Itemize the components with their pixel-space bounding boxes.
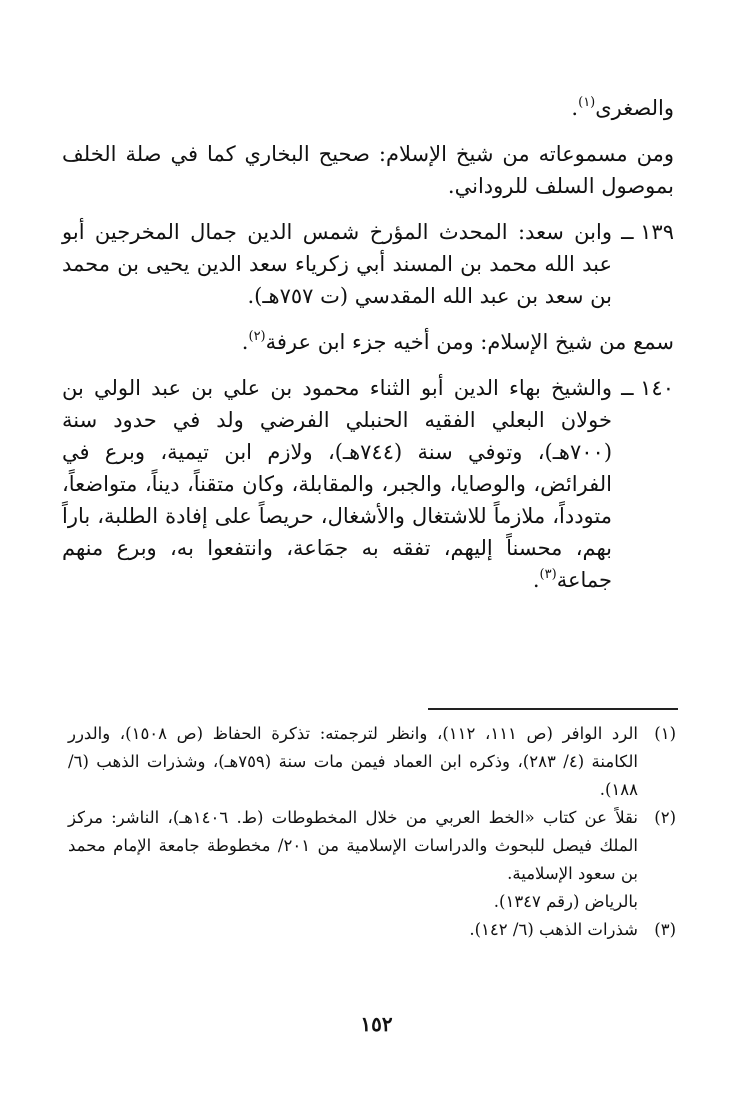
page-number: ١٥٢ [360, 1012, 393, 1036]
footnote-divider [428, 708, 678, 710]
footnote-2 [68, 804, 676, 916]
footnote-text: شذرات الذهب (٦/ ١٤٢). [469, 920, 638, 939]
entry-body: والشيخ بهاء الدين أبو الثناء محمود بن علي بن عبد الولي بن خولان البعلي الفقيه الحنبلي الفرضي ولد في حدود سنة (٧٠٠هـ)، وتوفي سنة (٧٤٤هـ)، ولازم ابن تيمية، وبرع في الفرائض، والوصايا، والجبر، والمقابلة، وكان متقناً، ديناً، متواضعاً، متودداً، ملازماً للاشتغال والأشغال، حريصاً على إفادة الطلبة، باراً بهم، محسناً إليهم، تفقه به جمَاعة، وانتفعوا به، وبرع منهم جماعة [62, 376, 613, 592]
footnote-number: (١) [654, 724, 676, 743]
entry-number: ١٣٩ ــ [621, 220, 674, 244]
paragraph-continuation: والصغرى$^{(١)}$. [571, 95, 674, 120]
paragraph-text: سمع من شيخ الإسلام: ومن أخيه جزء ابن عرفة [265, 330, 674, 354]
paragraph-sources: ومن مسموعاته من شيخ الإسلام: صحيح البخاري كما في صلة الخلف بموصول السلف للروداني. [62, 142, 674, 198]
footnotes [68, 720, 676, 944]
footnote-ref: (١) [578, 95, 596, 110]
footnote-ref: (٢) [248, 329, 266, 344]
entry-number: ١٤٠ ــ [621, 376, 674, 400]
footnote-text: الرد الوافر (ص ١١١، ١١٢)، وانظر لترجمته: تذكرة الحفاظ (ص ١٥٠٨)، والدرر الكامنة (٤/ ٢٨٣)، وذكره ابن العماد فيمن مات سنة (٧٥٩هـ)، وشذرات الذهب (٦/ ١٨٨). [68, 724, 638, 799]
footnote-ref: (٣) [539, 567, 557, 582]
paragraph-text: والصغرى [595, 96, 674, 120]
entry-139 [62, 216, 674, 312]
footnote-3 [68, 916, 676, 944]
entry-text: وابن سعد: المحدث المؤرخ شمس الدين جمال المخرجين أبو عبد الله محمد بن المسند أبي زكرياء سعد الدين يحيى بن محمد بن سعد بن عبد الله المقدسي (ت ٧٥٧هـ). [62, 220, 612, 308]
main-text [62, 92, 674, 610]
footnote-number: (٣) [654, 920, 676, 939]
entry-140 [62, 372, 674, 596]
paragraph-heard: سمع من شيخ الإسلام: ومن أخيه جزء ابن عرفة$^{(٢)}$. [241, 329, 674, 354]
footnote-1 [68, 720, 676, 804]
entry-text: والشيخ بهاء الدين أبو الثناء محمود بن علي بن عبد الولي بن خولان البعلي الفقيه الحنبلي الفرضي ولد في حدود سنة (٧٠٠هـ)، وتوفي سنة (٧٤٤هـ)، ولازم ابن تيمية، وبرع في الفرائض، والوصايا، والجبر، والمقابلة، وكان متقناً، ديناً، متواضعاً، متودداً، ملازماً للاشتغال والأشغال، حريصاً على إفادة الطلبة، باراً بهم، محسناً إليهم، تفقه به جمَاعة، وانتفعوا به، وبرع منهم جماعة$^{(٣)}$. [62, 376, 613, 592]
footnote-text: نقلاً عن كتاب «الخط العربي من خلال المخطوطات (ط. ١٤٠٦هـ)، الناشر: مركز الملك فيصل للبحوث والدراسات الإسلامية من ٢٠١/ مخطوطة جامعة الإمام محمد بن سعود الإسلامية. بالرياض (رقم ١٣٤٧). [68, 808, 638, 911]
footnote-number: (٢) [654, 808, 676, 827]
